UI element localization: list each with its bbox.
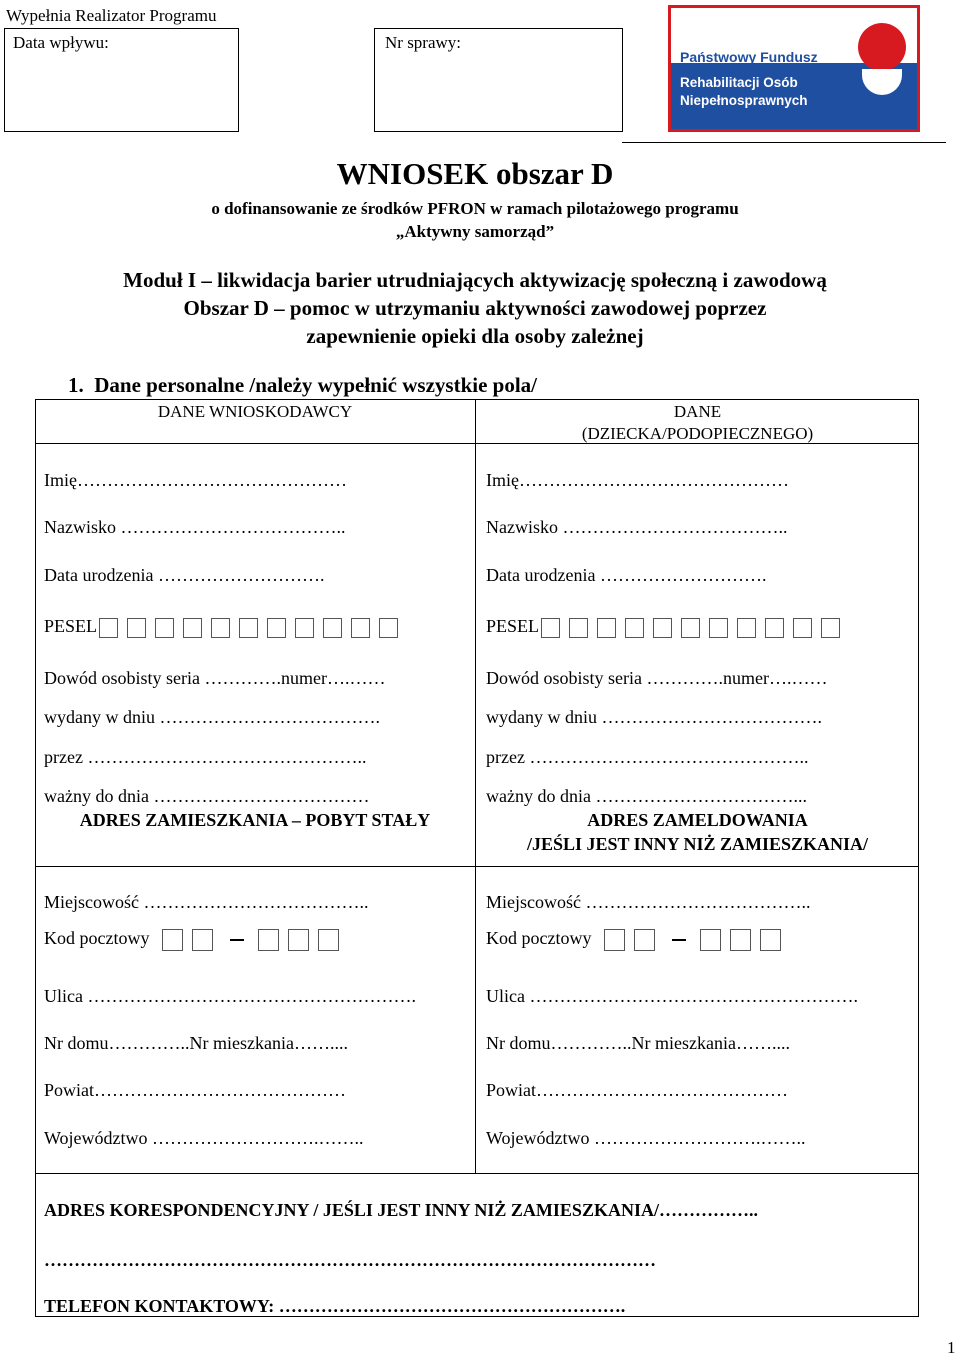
digit-box[interactable] — [634, 929, 655, 951]
applicant-valid-until-field[interactable]: ważny do dnia ……………………………… — [44, 786, 370, 806]
digit-box[interactable] — [709, 618, 728, 638]
registration-address-header-2: /JEŚLI JEST INNY NIŻ ZAMIESZKANIA/ — [526, 834, 869, 854]
digit-box[interactable] — [793, 618, 812, 638]
correspondence-address-line-2[interactable]: ………………………………………………………………………………………… — [44, 1250, 656, 1270]
digit-box[interactable] — [162, 929, 183, 951]
page-number: 1 — [947, 1338, 956, 1357]
dependent-header-2: (DZIECKA/PODOPIECZNEGO) — [581, 424, 814, 443]
digit-box[interactable] — [379, 618, 398, 638]
contact-phone-field[interactable]: TELEFON KONTAKTOWY: …………………………………………………. — [44, 1296, 626, 1316]
postcode-dash — [230, 939, 244, 941]
applicant-last-name-field[interactable]: Nazwisko ……………………………….. — [44, 517, 346, 537]
module-line-3: zapewnienie opieki dla osoby zależnej — [306, 324, 644, 348]
digit-box[interactable] — [541, 618, 560, 638]
residence-house-number-field[interactable]: Nr domu…………..Nr mieszkania…….... — [44, 1033, 348, 1053]
applicant-id-card-field[interactable]: Dowód osobisty seria ………….numer….…… — [44, 668, 386, 688]
dependent-header-1: DANE — [673, 402, 722, 421]
digit-box[interactable] — [239, 618, 258, 638]
postcode-dash — [672, 939, 686, 941]
column-divider — [475, 399, 476, 1173]
form-subtitle: o dofinansowanie ze środków PFRON w ramach pilotażowego programu — [211, 199, 739, 218]
digit-box[interactable] — [183, 618, 202, 638]
filler-note: Wypełnia Realizator Programu — [6, 6, 217, 25]
registration-voivodeship-field[interactable]: Województwo ……………………….…….. — [486, 1128, 806, 1148]
digit-box[interactable] — [737, 618, 756, 638]
case-number-box[interactable] — [374, 28, 623, 132]
registration-house-number-field[interactable]: Nr domu…………..Nr mieszkania…….... — [486, 1033, 790, 1053]
section-1-heading: 1. Dane personalne /należy wypełnić wszystkie pola/ — [68, 373, 538, 397]
digit-box[interactable] — [681, 618, 700, 638]
residence-street-field[interactable]: Ulica ………………………………………………. — [44, 986, 416, 1006]
dependent-last-name-field[interactable]: Nazwisko ……………………………….. — [486, 517, 788, 537]
residence-postcode-field[interactable] — [44, 928, 348, 951]
dependent-id-card-field[interactable]: Dowód osobisty seria ………….numer….…… — [486, 668, 828, 688]
digit-box[interactable] — [267, 618, 286, 638]
applicant-first-name-field[interactable]: Imię……………………………………… — [44, 470, 347, 490]
logo-line-2: Rehabilitacji Osób — [680, 75, 798, 90]
module-line-2: Obszar D – pomoc w utrzymaniu aktywności zawodowej poprzez — [183, 296, 767, 320]
digit-box[interactable] — [569, 618, 588, 638]
module-line-1: Moduł I – likwidacja barier utrudniających aktywizację społeczną i zawodową — [123, 268, 827, 292]
digit-box[interactable] — [653, 618, 672, 638]
applicant-issued-date-field[interactable]: wydany w dniu ………………………………. — [44, 707, 380, 727]
dependent-birth-date-field[interactable]: Data urodzenia ………………………. — [486, 565, 767, 585]
pesel-label: PESEL — [44, 616, 98, 636]
correspondence-address-field[interactable]: ADRES KORESPONDENCYJNY / JEŚLI JEST INNY NIŻ ZAMIESZKANIA/…………….. — [44, 1200, 758, 1220]
digit-box[interactable] — [211, 618, 230, 638]
program-name: „Aktywny samorząd” — [395, 222, 555, 241]
applicant-header: DANE WNIOSKODAWCY — [157, 402, 353, 421]
applicant-issued-by-field[interactable]: przez ……………………………………….. — [44, 747, 367, 767]
dependent-valid-until-field[interactable]: ważny do dnia ……………………………... — [486, 786, 807, 806]
date-received-box[interactable] — [4, 28, 239, 132]
residence-city-field[interactable]: Miejscowość ……………………………….. — [44, 892, 369, 912]
digit-box[interactable] — [295, 618, 314, 638]
digit-box[interactable] — [323, 618, 342, 638]
digit-box[interactable] — [318, 929, 339, 951]
pesel-label: PESEL — [486, 616, 540, 636]
residence-address-header: ADRES ZAMIESZKANIA – POBYT STAŁY — [79, 810, 431, 830]
digit-box[interactable] — [700, 929, 721, 951]
digit-box[interactable] — [597, 618, 616, 638]
postcode-label: Kod pocztowy — [486, 928, 592, 948]
dependent-issued-date-field[interactable]: wydany w dniu ………………………………. — [486, 707, 822, 727]
digit-box[interactable] — [155, 618, 174, 638]
digit-box[interactable] — [760, 929, 781, 951]
address-header-rule — [35, 866, 919, 867]
postcode-label: Kod pocztowy — [44, 928, 150, 948]
digit-box[interactable] — [127, 618, 146, 638]
applicant-birth-date-field[interactable]: Data urodzenia ………………………. — [44, 565, 325, 585]
logo-line-3: Niepełnosprawnych — [680, 93, 808, 108]
pfron-logo — [668, 5, 920, 132]
dependent-pesel-field[interactable] — [486, 616, 849, 638]
digit-box[interactable] — [821, 618, 840, 638]
digit-box[interactable] — [351, 618, 370, 638]
digit-box[interactable] — [192, 929, 213, 951]
pfron-circle-icon — [858, 23, 906, 103]
form-title: WNIOSEK obszar D — [336, 156, 614, 191]
applicant-pesel-field[interactable] — [44, 616, 407, 638]
registration-address-header-1: ADRES ZAMELDOWANIA — [587, 810, 808, 830]
dependent-issued-by-field[interactable]: przez ……………………………………….. — [486, 747, 809, 767]
digit-box[interactable] — [765, 618, 784, 638]
dependent-first-name-field[interactable]: Imię……………………………………… — [486, 470, 789, 490]
digit-box[interactable] — [730, 929, 751, 951]
digit-box[interactable] — [604, 929, 625, 951]
digit-box[interactable] — [625, 618, 644, 638]
digit-box[interactable] — [258, 929, 279, 951]
header-rule — [622, 142, 946, 143]
registration-street-field[interactable]: Ulica ………………………………………………. — [486, 986, 858, 1006]
registration-city-field[interactable]: Miejscowość ……………………………….. — [486, 892, 811, 912]
digit-box[interactable] — [288, 929, 309, 951]
case-number-label: Nr sprawy: — [385, 33, 462, 52]
digit-box[interactable] — [99, 618, 118, 638]
address-bottom-rule — [35, 1173, 919, 1174]
residence-voivodeship-field[interactable]: Województwo ……………………….…….. — [44, 1128, 364, 1148]
registration-postcode-field[interactable] — [486, 928, 790, 951]
registration-county-field[interactable]: Powiat…………………………………… — [486, 1080, 789, 1100]
residence-county-field[interactable]: Powiat…………………………………… — [44, 1080, 347, 1100]
date-received-label: Data wpływu: — [13, 33, 109, 52]
logo-line-1: Państwowy Fundusz — [680, 49, 818, 65]
